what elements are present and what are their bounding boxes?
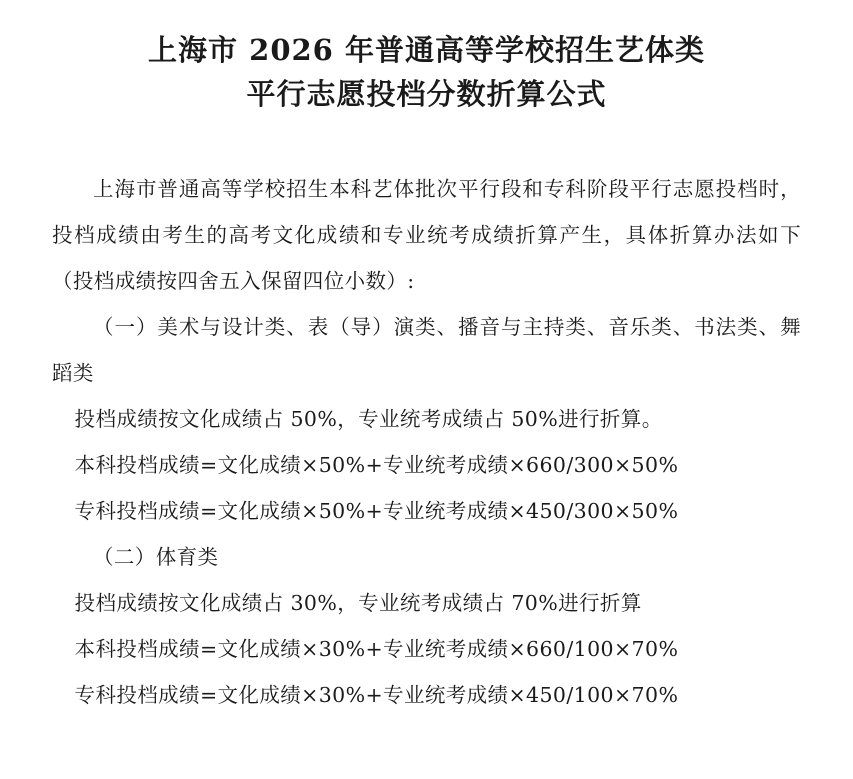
formula-undergrad-arts: 本科投档成绩=文化成绩×50%+专业统考成绩×660/300×50%	[74, 453, 679, 477]
paragraph-section-two-heading: （二）体育类	[93, 545, 219, 569]
formula-junior-sports: 专科投档成绩=文化成绩×30%+专业统考成绩×450/100×70%	[74, 683, 679, 707]
page-title-line-1: 上海市 2026 年普通高等学校招生艺体类	[148, 33, 705, 67]
paragraph-section-two-rule: 投档成绩按文化成绩占 30%，专业统考成绩占 70%进行折算	[74, 591, 642, 615]
page-title-line-2: 平行志愿投档分数折算公式	[246, 77, 607, 111]
document-body	[52, 166, 801, 718]
page-title	[52, 28, 801, 116]
formula-junior-arts: 专科投档成绩=文化成绩×50%+专业统考成绩×450/300×50%	[74, 499, 679, 523]
paragraph-section-one-heading: （一）美术与设计类、表（导）演类、播音与主持类、音乐类、书法类、舞蹈类	[52, 315, 801, 385]
paragraph-section-one-rule: 投档成绩按文化成绩占 50%，专业统考成绩占 50%进行折算。	[74, 407, 663, 431]
formula-undergrad-sports: 本科投档成绩=文化成绩×30%+专业统考成绩×660/100×70%	[74, 637, 679, 661]
paragraph-intro: 上海市普通高等学校招生本科艺体批次平行段和专科阶段平行志愿投档时，投档成绩由考生的高考文化成绩和专业统考成绩折算产生，具体折算办法如下（投档成绩按四舍五入保留四位小数）:	[52, 177, 801, 293]
